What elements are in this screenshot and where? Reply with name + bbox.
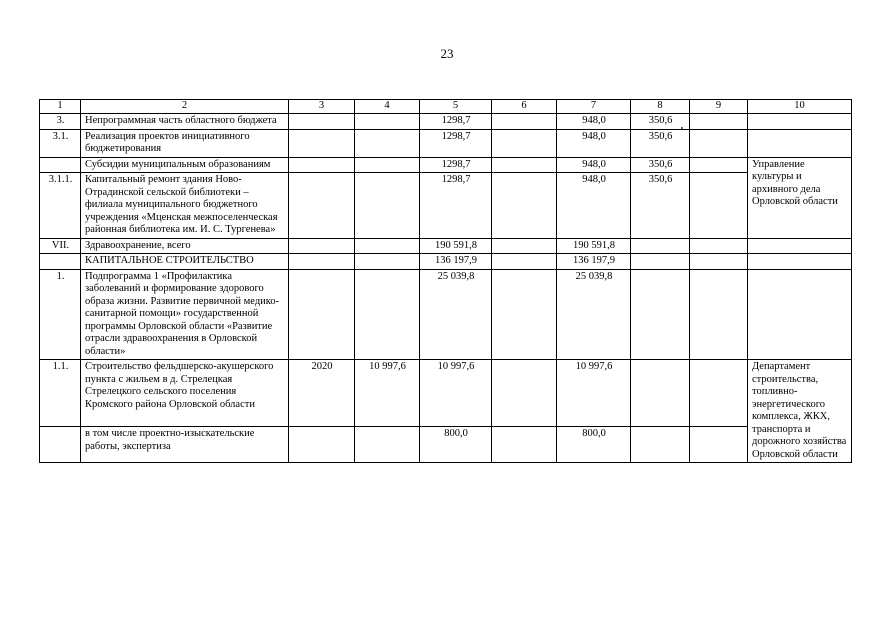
cell-col4: 10 997,6 [355,360,420,427]
row-number: 3.1.1. [40,173,81,239]
cell-col7: 948,0 [557,114,631,130]
responsible-department: Департамент строительства, топливно-энергетического комплекса, ЖКХ, транспорта и дорожного хозяйства Орловской области [748,360,852,463]
cell-col3 [289,269,355,360]
cell-col5: 800,0 [420,427,492,463]
cell-col9 [690,427,748,463]
cell-col9 [690,254,748,270]
cell-col4 [355,238,420,254]
cell-col5: 10 997,6 [420,360,492,427]
cell-col5: 1298,7 [420,173,492,239]
cell-col9 [690,114,748,130]
cell-col10 [748,238,852,254]
table-row [40,157,852,173]
table-row [40,129,852,157]
cell-col4 [355,114,420,130]
row-number: VII. [40,238,81,254]
table-row [40,269,852,360]
row-name: Строительство фельдшерско-акушерского пункта с жильем в д. Стрелецкая Стрелецкого сельского поселения Кромского района Орловской области [81,360,289,427]
cell-col5: 190 591,8 [420,238,492,254]
cell-col7: 800,0 [557,427,631,463]
cell-col9 [690,238,748,254]
cell-col6 [492,157,557,173]
cell-col6 [492,269,557,360]
cell-col4 [355,269,420,360]
cell-col7: 190 591,8 [557,238,631,254]
cell-col5: 25 039,8 [420,269,492,360]
cell-col5: 1298,7 [420,157,492,173]
cell-col4 [355,157,420,173]
table-row [40,238,852,254]
cell-col7: 948,0 [557,173,631,239]
row-number [40,254,81,270]
cell-col9 [690,157,748,173]
cell-col6 [492,360,557,427]
cell-col3 [289,173,355,239]
cell-col3 [289,157,355,173]
cell-col3 [289,238,355,254]
row-number: 1.1. [40,360,81,427]
row-number [40,157,81,173]
column-header: 9 [690,100,748,114]
cell-col3 [289,427,355,463]
cell-col6 [492,114,557,130]
cell-col3 [289,254,355,270]
row-name: Здравоохранение, всего [81,238,289,254]
column-header: 6 [492,100,557,114]
row-name: КАПИТАЛЬНОЕ СТРОИТЕЛЬСТВО [81,254,289,270]
cell-col4 [355,129,420,157]
cell-col8: 350,6 [631,157,690,173]
row-name: Субсидии муниципальным образованиям [81,157,289,173]
cell-col7: 136 197,9 [557,254,631,270]
column-header: 1 [40,100,81,114]
cell-col9 [690,269,748,360]
page-number: 23 [440,46,454,61]
cell-col6 [492,238,557,254]
column-header: 3 [289,100,355,114]
cell-col6 [492,254,557,270]
cell-col9 [690,173,748,239]
cell-col9 [690,129,748,157]
cell-col5: 1298,7 [420,114,492,130]
cell-col5: 136 197,9 [420,254,492,270]
cell-col4 [355,254,420,270]
row-name: Непрограммная часть областного бюджета [81,114,289,130]
row-name: Капитальный ремонт здания Ново-Отрадинской сельской библиотеки – филиала муниципального бюджетного учреждения «Мценская межпоселенческая районная библиотека им. И. С. Тургенева» [81,173,289,239]
table-row [40,427,852,463]
row-name: в том числе проектно-изыскательские работы, экспертиза [81,427,289,463]
table-row [40,114,852,130]
cell-col4 [355,173,420,239]
cell-col4 [355,427,420,463]
column-header: 8 [631,100,690,114]
cell-col7: 25 039,8 [557,269,631,360]
cell-col10 [748,269,852,360]
cell-col8: 350,6 [631,129,690,157]
row-number [40,427,81,463]
cell-col8 [631,238,690,254]
cell-col7: 948,0 [557,157,631,173]
column-header: 2 [81,100,289,114]
column-number-row [40,100,852,114]
column-header: 10 [748,100,852,114]
cell-col8 [631,254,690,270]
column-header: 7 [557,100,631,114]
budget-table [39,99,852,463]
cell-col5: 1298,7 [420,129,492,157]
table-row [40,173,852,239]
cell-col7: 10 997,6 [557,360,631,427]
cell-col10 [748,114,852,130]
cell-col8: 350,6 [631,173,690,239]
row-number: 3. [40,114,81,130]
row-name: Подпрограмма 1 «Профилактика заболеваний и формирование здорового образа жизни. Развитие первичной медико-санитарной помощи» государственной программы Орловской области «Развитие отрасли здравоохранения в Орловской области» [81,269,289,360]
row-number: 3.1. [40,129,81,157]
cell-col6 [492,173,557,239]
cell-col8 [631,360,690,427]
cell-col8: 350,6 [631,114,690,130]
responsible-department: Управление культуры и архивного дела Орловской области [748,157,852,238]
cell-col3 [289,129,355,157]
table-row [40,360,852,427]
cell-col9 [690,360,748,427]
cell-col8 [631,427,690,463]
row-name: Реализация проектов инициативного бюджетирования [81,129,289,157]
column-header: 4 [355,100,420,114]
cell-col10 [748,129,852,157]
cell-col8 [631,269,690,360]
cell-col7: 948,0 [557,129,631,157]
row-number: 1. [40,269,81,360]
cell-col3: 2020 [289,360,355,427]
column-header: 5 [420,100,492,114]
cell-col6 [492,427,557,463]
table-row [40,254,852,270]
cell-col6 [492,129,557,157]
cell-col10 [748,254,852,270]
cell-col3 [289,114,355,130]
